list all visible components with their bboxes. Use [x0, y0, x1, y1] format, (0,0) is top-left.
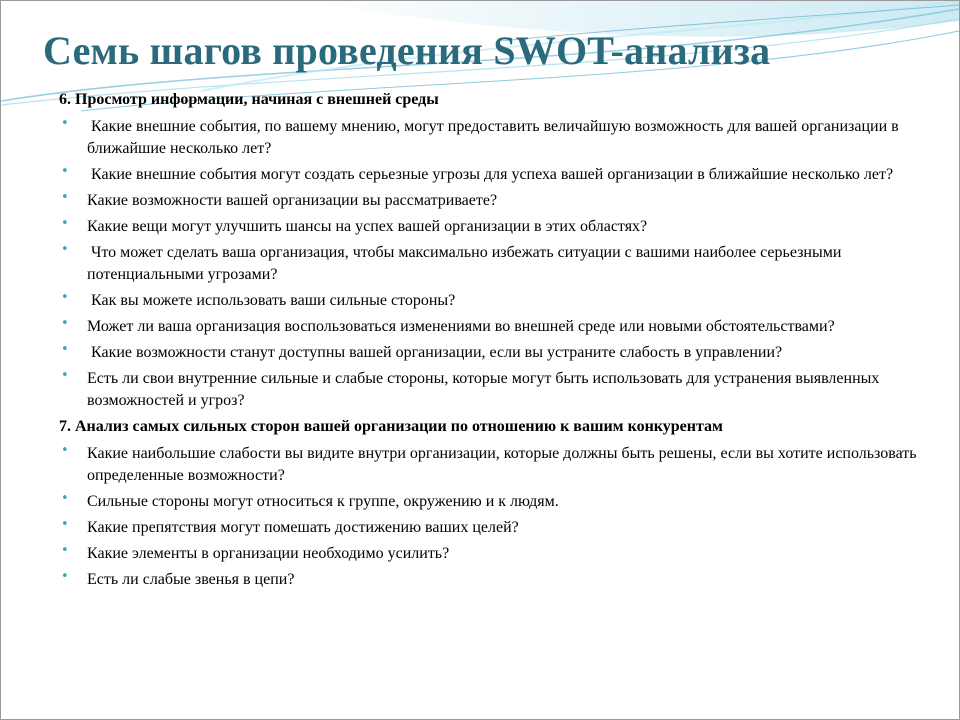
list-item: • Может ли ваша организация воспользоваться изменениями во внешней среде или новыми обстоятельствами? [59, 316, 919, 338]
section-6-heading: 6. Просмотр информации, начиная с внешней среды [59, 91, 439, 108]
list-item: • Какие возможности станут доступны вашей организации, если вы устраните слабость в управлении? [59, 342, 919, 364]
list-item: • Какие внешние события, по вашему мнению, могут предоставить величайшую возможность для вашей организации в ближайшие несколько лет? [59, 116, 919, 160]
bullet-icon: • [61, 342, 69, 357]
list-item: • Какие элементы в организации необходимо усилить? [59, 543, 919, 565]
bullet-icon: • [61, 242, 69, 257]
bullet-icon: • [61, 216, 69, 231]
bullet-icon: • [61, 569, 69, 584]
bullet-icon: • [61, 164, 69, 179]
list-item: • Какие вещи могут улучшить шансы на успех вашей организации в этих областях? [59, 216, 919, 238]
list-item: • Какие внешние события могут создать серьезные угрозы для успеха вашей организации в ближайшие несколько лет? [59, 164, 919, 186]
section-7-list [59, 443, 919, 591]
slide-content [59, 89, 919, 595]
bullet-icon: • [61, 517, 69, 532]
bullet-icon: • [61, 116, 69, 131]
bullet-icon: • [61, 290, 69, 305]
list-item: • Как вы можете использовать ваши сильные стороны? [59, 290, 919, 312]
bullet-icon: • [61, 368, 69, 383]
slide-title: Семь шагов проведения SWOT-анализа [43, 28, 771, 73]
bullet-icon: • [61, 491, 69, 506]
bullet-icon: • [61, 543, 69, 558]
section-7-heading: 7. Анализ самых сильных сторон вашей организации по отношению к вашим конкурентам [59, 418, 723, 435]
bullet-icon: • [61, 190, 69, 205]
list-item: • Какие возможности вашей организации вы рассматриваете? [59, 190, 919, 212]
list-item: • Что может сделать ваша организация, чтобы максимально избежать ситуации с вашими наиболее серьезными потенциальными угрозами? [59, 242, 919, 286]
section-6-list [59, 116, 919, 412]
bullet-icon: • [61, 443, 69, 458]
list-item: • Какие препятствия могут помешать достижению ваших целей? [59, 517, 919, 539]
list-item: • Сильные стороны могут относиться к группе, окружению и к людям. [59, 491, 919, 513]
list-item: • Есть ли слабые звенья в цепи? [59, 569, 919, 591]
list-item: • Есть ли свои внутренние сильные и слабые стороны, которые могут быть использовать для устранения выявленных возможностей и угроз? [59, 368, 919, 412]
list-item: • Какие наибольшие слабости вы видите внутри организации, которые должны быть решены, если вы хотите использовать определенные возможности? [59, 443, 919, 487]
bullet-icon: • [61, 316, 69, 331]
